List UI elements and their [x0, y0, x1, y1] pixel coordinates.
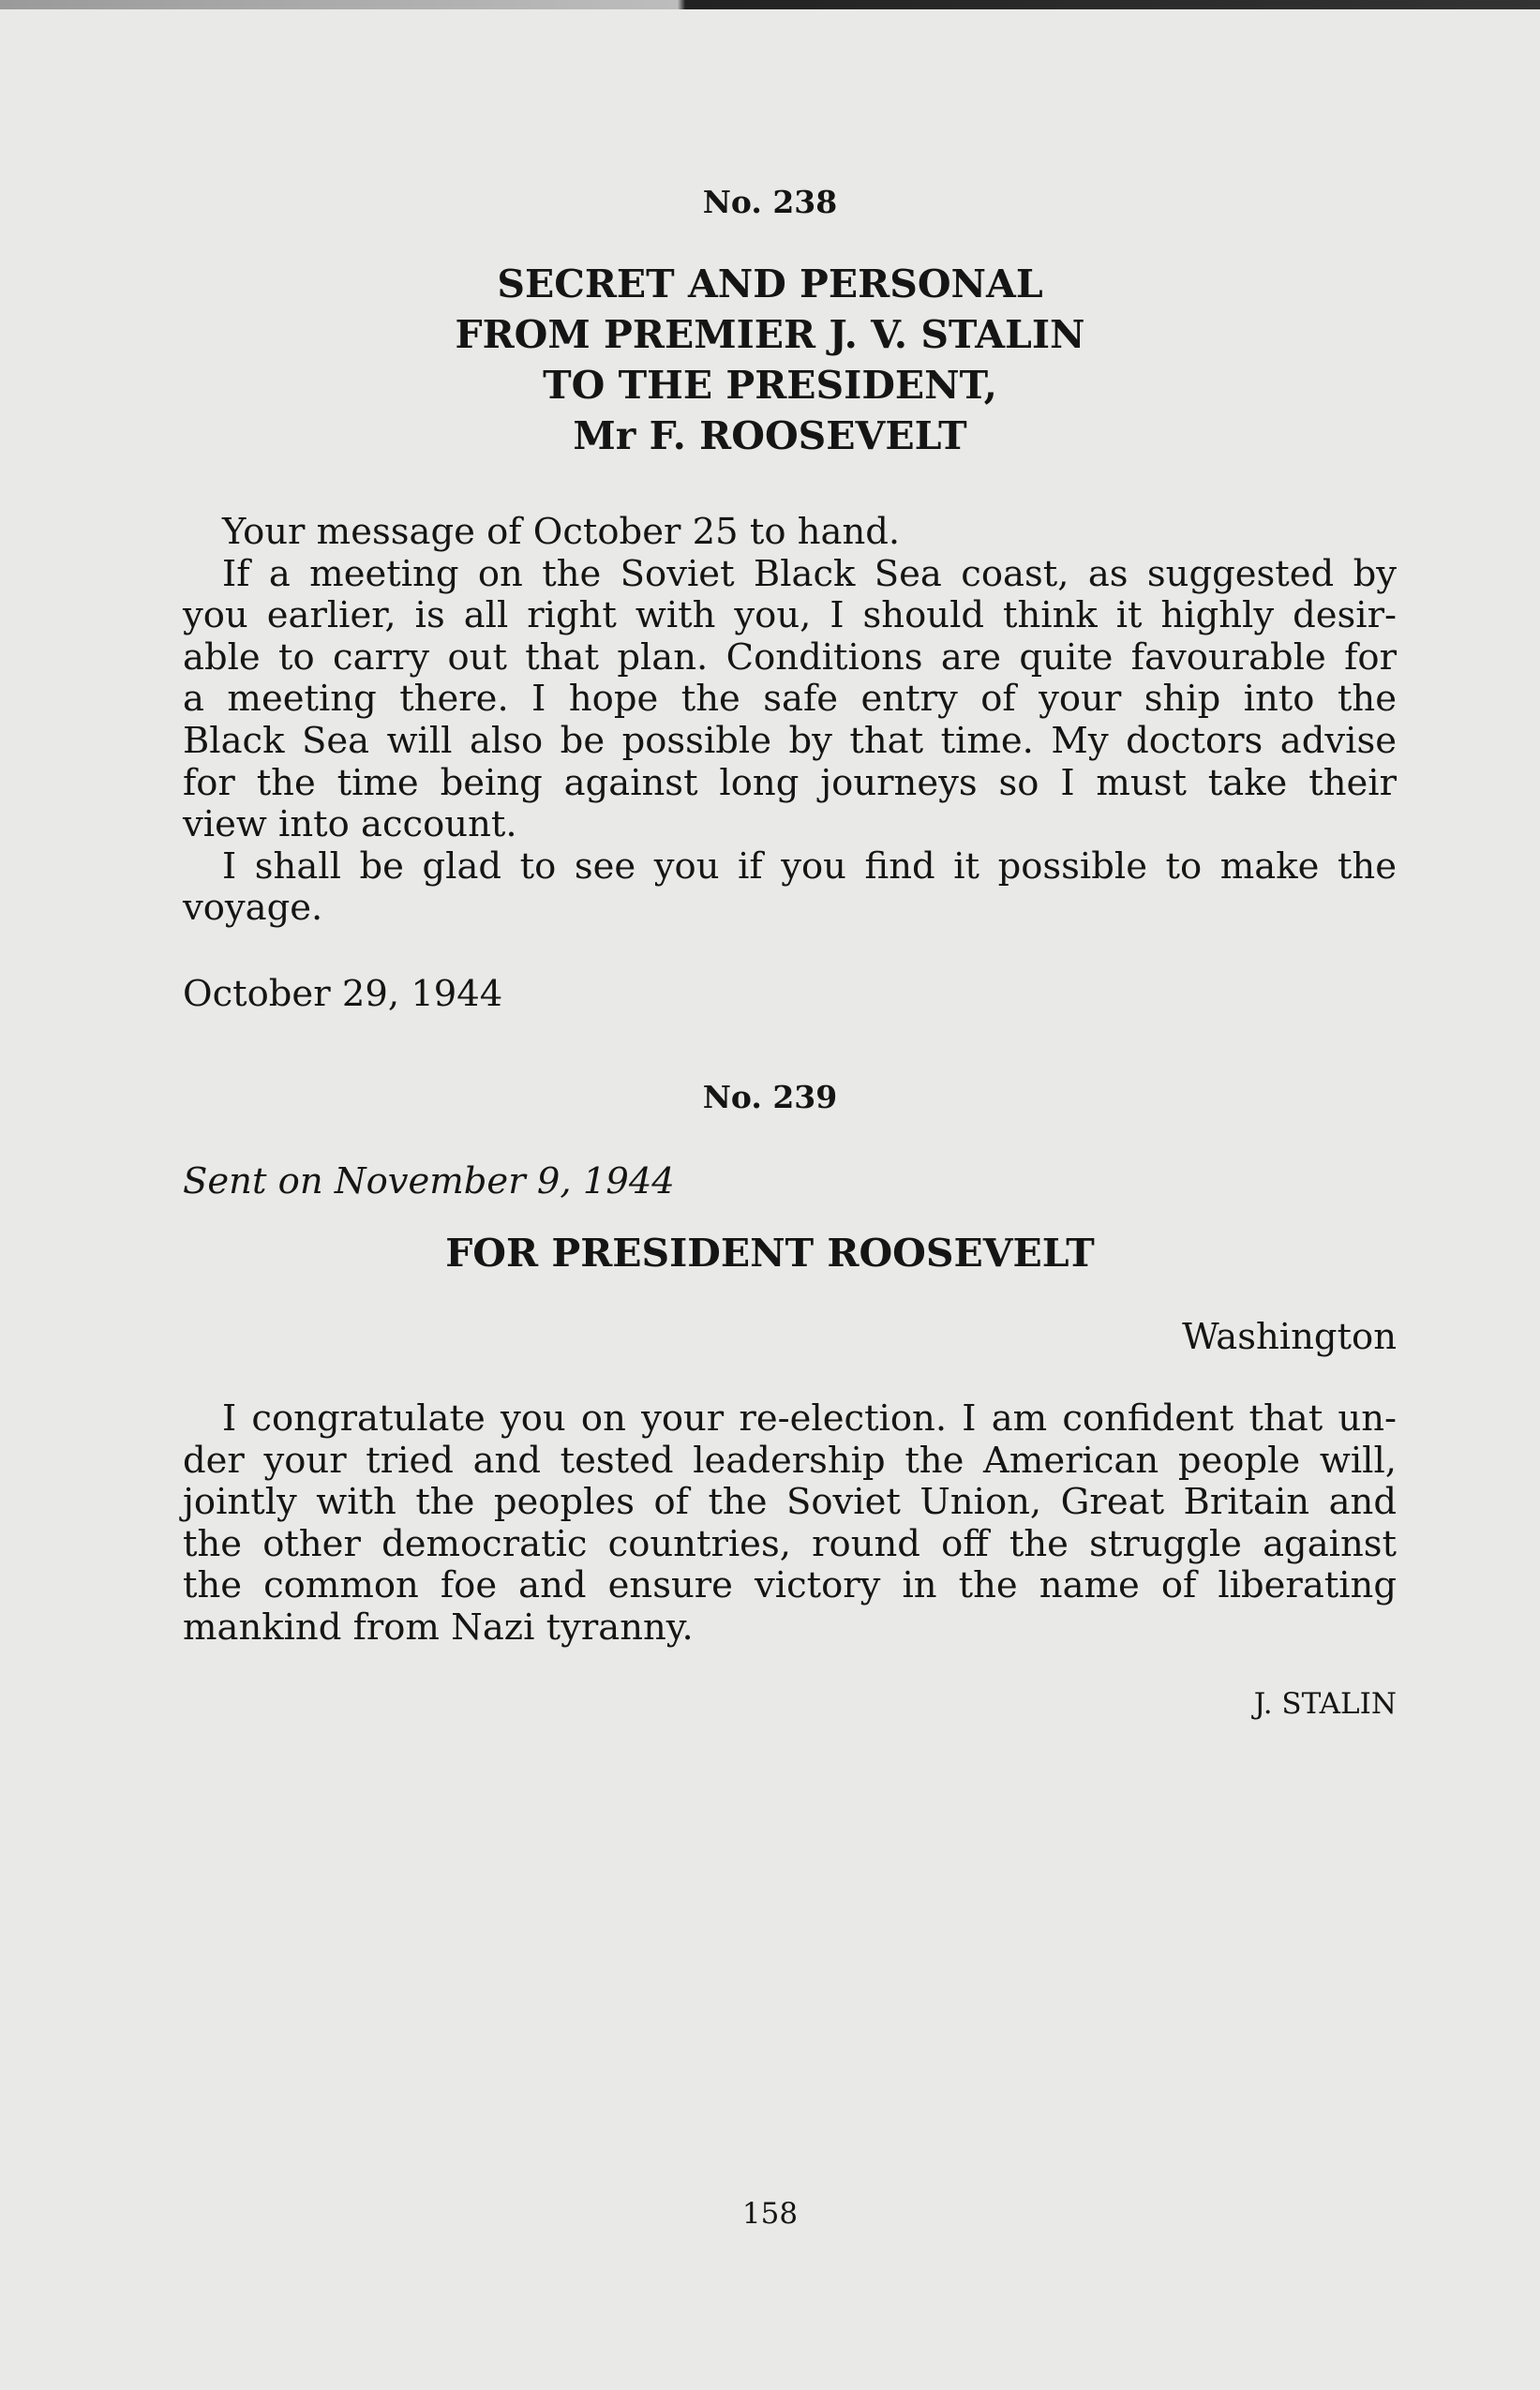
heading-line: Mr F. ROOSEVELT [573, 413, 967, 458]
sent-date: Sent on November 9, 1944 [183, 1160, 675, 1202]
text-line: Your message of October 25 to hand. [222, 511, 901, 553]
text-line: der your tried and tested leadership the American people will, [183, 1439, 1397, 1482]
page-number: 158 [741, 2197, 799, 2231]
heading-line: FROM PREMIER J. V. STALIN [455, 312, 1085, 357]
document-number: No. 238 [702, 184, 838, 220]
document-number: No. 239 [702, 1079, 838, 1115]
message-body [183, 512, 1397, 930]
text-line: mankind from Nazi tyranny. [183, 1606, 694, 1649]
document-heading [0, 259, 1540, 461]
text-line: for the time being against long journeys so I must take their [183, 761, 1397, 804]
heading-line: SECRET AND PERSONAL [497, 261, 1043, 306]
text-line: view into account. [183, 803, 517, 846]
text-line: Black Sea will also be possible by that time. My doctors advise [183, 719, 1397, 762]
text-line: a meeting there. I hope the safe entry of your ship into the [183, 678, 1397, 721]
place: Washington [1182, 1316, 1397, 1358]
document-heading: FOR PRESIDENT ROOSEVELT [445, 1231, 1095, 1276]
message-date: October 29, 1944 [183, 973, 503, 1015]
text-line: able to carry out that plan. Conditions are quite favourable for [183, 635, 1397, 679]
text-line: I congratulate you on your re-election. I am confident that un- [222, 1397, 1397, 1440]
text-line: the other democratic countries, round off the struggle against [183, 1522, 1397, 1565]
text-line: I shall be glad to see you if you find it possible to make the [222, 844, 1397, 888]
text-line: voyage. [183, 887, 323, 930]
scan-edge [0, 0, 1540, 9]
text-line: the common foe and ensure victory in the name of liberating [183, 1564, 1397, 1607]
text-line: If a meeting on the Soviet Black Sea coast, as suggested by [222, 552, 1397, 595]
text-line: jointly with the peoples of the Soviet Union, Great Britain and [183, 1481, 1397, 1524]
signature: J. STALIN [1253, 1687, 1397, 1721]
text-line: you earlier, is all right with you, I should think it highly desir- [183, 594, 1397, 637]
heading-line: TO THE PRESIDENT, [543, 363, 997, 408]
message-body [183, 1398, 1397, 1650]
